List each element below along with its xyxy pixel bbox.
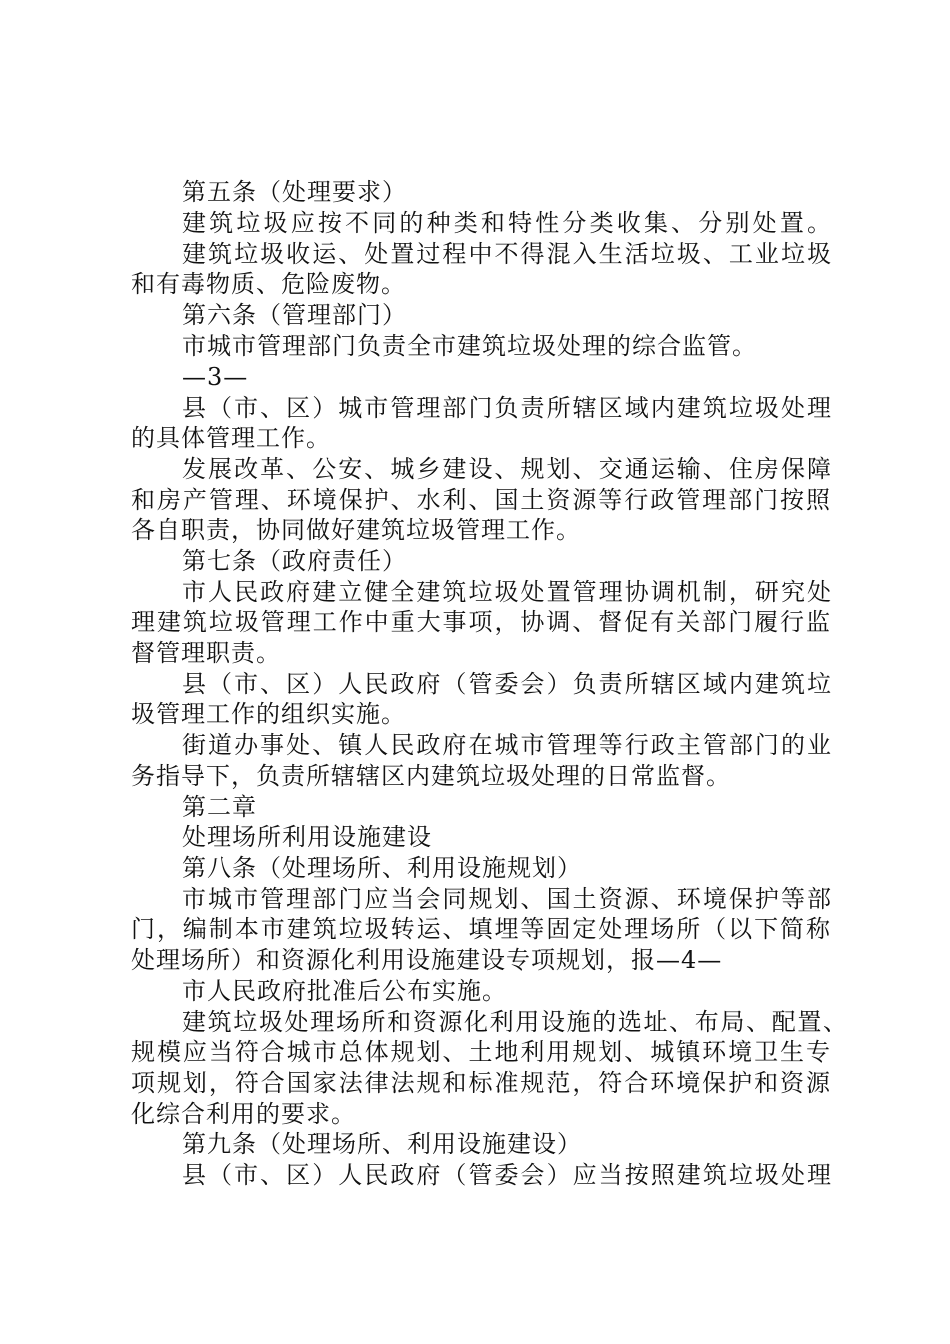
paragraph-line: 各自职责，协同做好建筑垃圾管理工作。 xyxy=(131,516,581,544)
paragraph-line: 建筑垃圾收运、处置过程中不得混入生活垃圾、工业垃圾 xyxy=(182,240,832,268)
article-9-heading: 第九条（处理场所、利用设施建设） xyxy=(182,1130,582,1158)
paragraph-line: 门，编制本市建筑垃圾转运、填埋等固定处理场所（以下简称 xyxy=(131,915,831,943)
paragraph-line: 县（市、区）城市管理部门负责所辖区域内建筑垃圾处理 xyxy=(182,394,832,422)
paragraph-line: 发展改革、公安、城乡建设、规划、交通运输、住房保障 xyxy=(182,455,832,483)
paragraph-line: 的具体管理工作。 xyxy=(131,424,331,452)
paragraph-line: 化综合利用的要求。 xyxy=(131,1100,356,1128)
paragraph-line: 处理场所）和资源化利用设施建设专项规划，报—4— xyxy=(131,946,723,974)
paragraph-line: 圾管理工作的组织实施。 xyxy=(131,700,406,728)
paragraph-line: 务指导下，负责所辖辖区内建筑垃圾处理的日常监督。 xyxy=(131,762,731,790)
paragraph-line: 市城市管理部门应当会同规划、国土资源、环境保护等部 xyxy=(182,885,832,913)
chapter-number: 第二章 xyxy=(182,793,257,821)
article-8-heading: 第八条（处理场所、利用设施规划） xyxy=(182,854,582,882)
paragraph-line: 建筑垃圾处理场所和资源化利用设施的选址、布局、配置、 xyxy=(182,1008,848,1036)
paragraph-line: 督管理职责。 xyxy=(131,639,281,667)
page-number: —3— xyxy=(182,363,249,391)
paragraph-line: 街道办事处、镇人民政府在城市管理等行政主管部门的业 xyxy=(182,731,832,759)
paragraph-line: 理建筑垃圾管理工作中重大事项，协调、督促有关部门履行监 xyxy=(131,608,831,636)
paragraph-line: 和房产管理、环境保护、水利、国土资源等行政管理部门按照 xyxy=(131,486,831,514)
paragraph-line: 县（市、区）人民政府（管委会）应当按照建筑垃圾处理 xyxy=(182,1161,832,1189)
paragraph-line: 县（市、区）人民政府（管委会）负责所辖区域内建筑垃 xyxy=(182,670,832,698)
chapter-title: 处理场所利用设施建设 xyxy=(182,823,432,851)
paragraph-line: 建筑垃圾应按不同的种类和特性分类收集、分别处置。 xyxy=(182,209,832,237)
paragraph-line: 和有毒物质、危险废物。 xyxy=(131,270,406,298)
paragraph-line: 市城市管理部门负责全市建筑垃圾处理的综合监管。 xyxy=(182,332,757,360)
paragraph-line: 市人民政府建立健全建筑垃圾处置管理协调机制，研究处 xyxy=(182,578,832,606)
article-7-heading: 第七条（政府责任） xyxy=(182,547,407,575)
article-6-heading: 第六条（管理部门） xyxy=(182,301,407,329)
paragraph-line: 项规划，符合国家法律法规和标准规范，符合环境保护和资源 xyxy=(131,1069,831,1097)
article-5-heading: 第五条（处理要求） xyxy=(182,178,407,206)
paragraph-line: 市人民政府批准后公布实施。 xyxy=(182,977,507,1005)
paragraph-line: 规模应当符合城市总体规划、土地利用规划、城镇环境卫生专 xyxy=(131,1038,831,1066)
